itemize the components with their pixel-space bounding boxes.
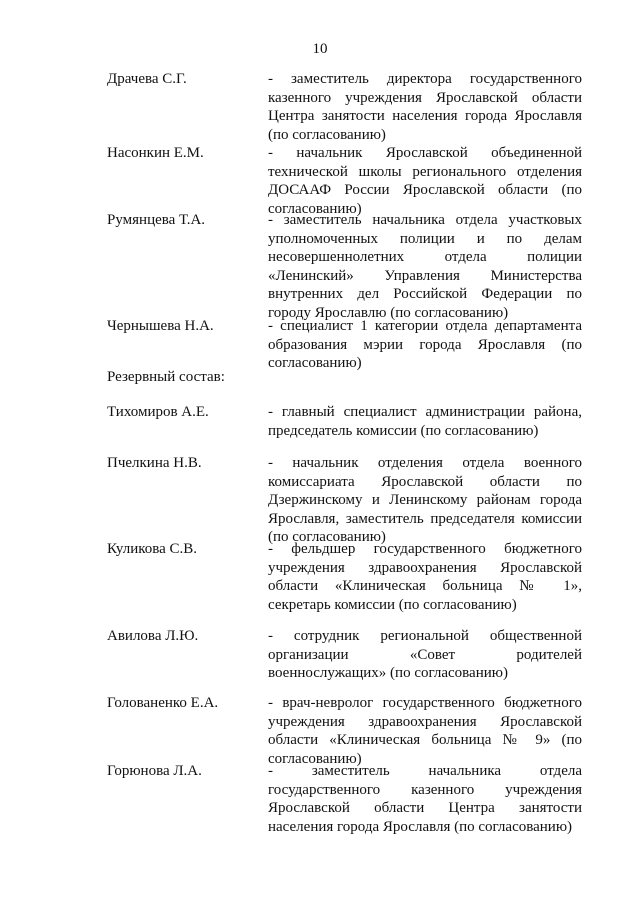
member-role: - начальник отделения отдела военного комиссариата Ярославской области по Дзержинскому и Ленинскому районам города Ярославля, заместитель председателя комиссии (по согласованию) — [268, 455, 582, 545]
member-name: Тихомиров А.Е. — [107, 404, 209, 420]
member-name: Драчева С.Г. — [107, 71, 187, 87]
member-name: Румянцева Т.А. — [107, 212, 206, 228]
member-role: - начальник Ярославской объединенной технической школы регионального отделения ДОСААФ России Ярославской области (по согласованию) — [268, 145, 582, 217]
member-role: - фельдшер государственного бюджетного учреждения здравоохранения Ярославской области «Клиническая больница № 1», секретарь комиссии (по согласованию) — [268, 541, 582, 613]
member-name: Авилова Л.Ю. — [107, 628, 199, 644]
page-number: 10 — [312, 41, 328, 57]
member-name: Чернышева Н.А. — [107, 318, 214, 334]
member-name: Горюнова Л.А. — [107, 763, 202, 779]
member-role: - главный специалист администрации района, председатель комиссии (по согласованию) — [268, 404, 582, 439]
member-name: Пчелкина Н.В. — [107, 455, 202, 471]
reserve-section-label: Резервный состав: — [107, 369, 225, 385]
member-name: Куликова С.В. — [107, 541, 198, 557]
member-name: Голованенко Е.А. — [107, 695, 219, 711]
member-role: - специалист 1 категории отдела департамента образования мэрии города Ярославля (по согласованию) — [268, 318, 582, 371]
member-role: - заместитель начальника отдела государственного казенного учреждения Ярославской области Центра занятости населения города Ярославля (по согласованию) — [268, 763, 582, 835]
member-role: - заместитель директора государственного казенного учреждения Ярославской области Центра занятости населения города Ярославля (по согласованию) — [268, 71, 582, 143]
member-role: - врач-невролог государственного бюджетного учреждения здравоохранения Ярославской области «Клиническая больница № 9» (по согласованию) — [268, 695, 582, 767]
member-role: - сотрудник региональной общественной организации «Совет родителей военнослужащих» (по согласованию) — [268, 628, 582, 681]
member-name: Насонкин Е.М. — [107, 145, 204, 161]
member-role: - заместитель начальника отдела участковых уполномоченных полиции и по делам несовершеннолетних отдела полиции «Ленинский» Управления Министерства внутренних дел Российской Федерации по городу Ярославлю (по согласованию) — [268, 212, 582, 321]
